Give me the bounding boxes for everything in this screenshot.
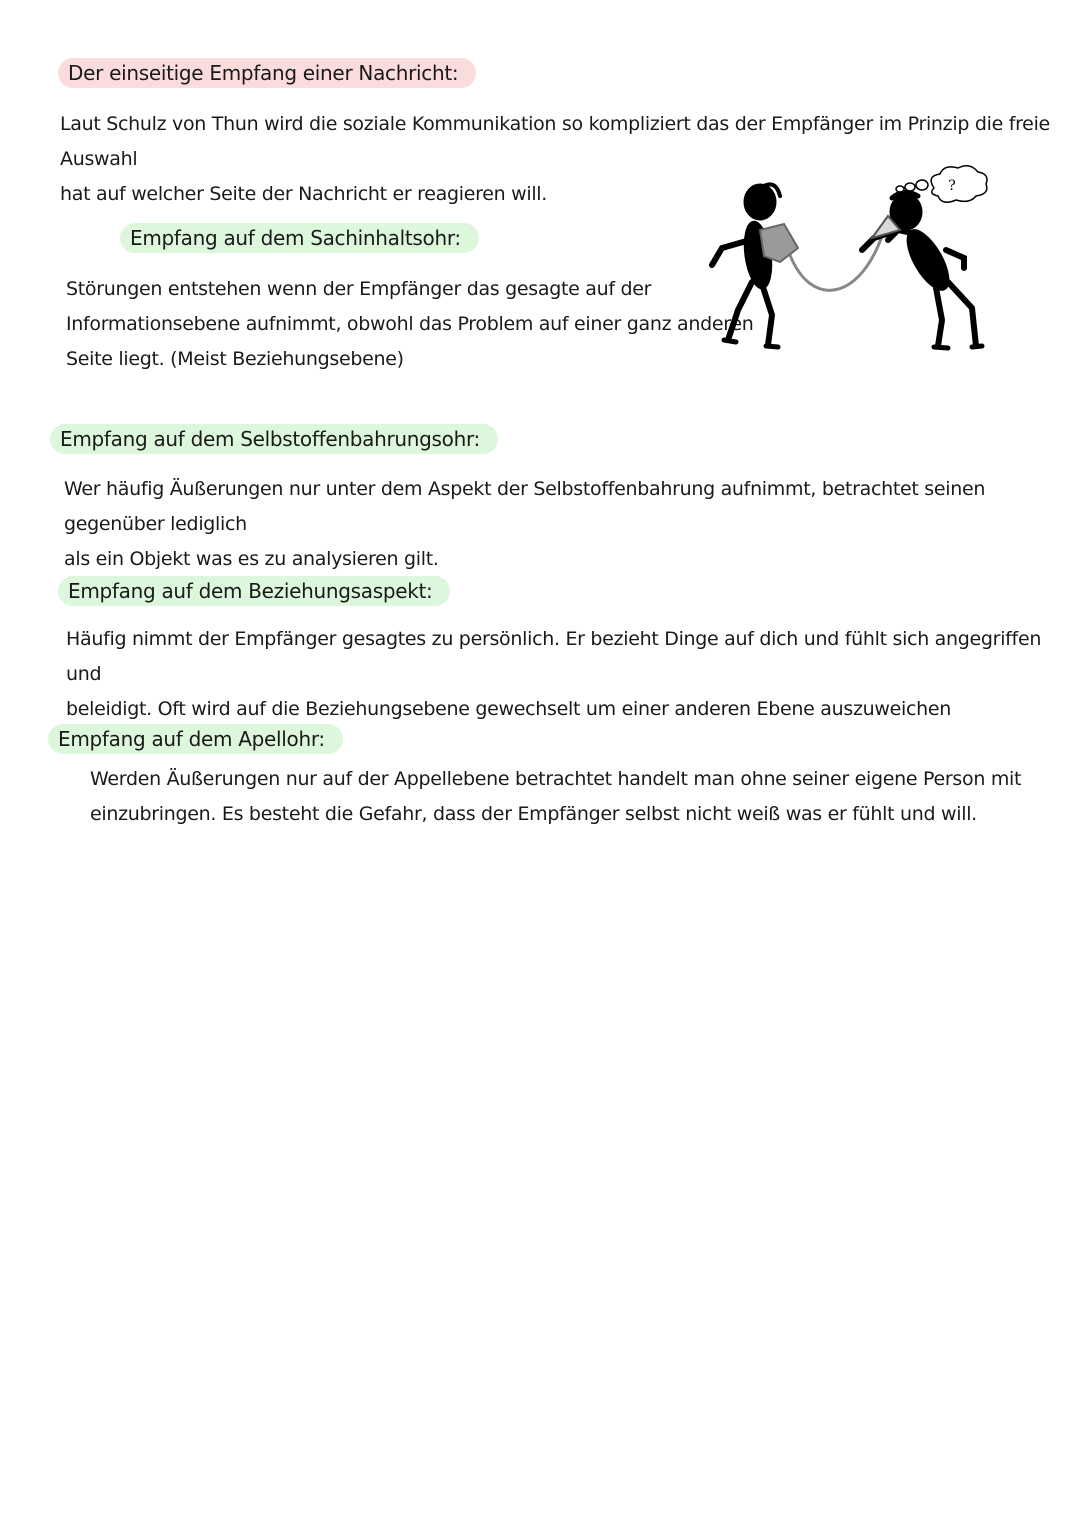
appell-paragraph <box>90 762 1021 832</box>
appell-heading: Empfang auf dem Apellohr: <box>48 724 343 754</box>
paragraph-line: Laut Schulz von Thun wird die soziale Kommunikation so kompliziert das der Empfänger im Prinzip die freie Auswahl <box>60 113 1050 170</box>
thought-question-mark: ? <box>948 178 956 194</box>
paragraph-line: Seite liegt. (Meist Beziehungsebene) <box>66 348 404 370</box>
sachinhalt-heading: Empfang auf dem Sachinhaltsohr: <box>120 223 479 253</box>
selbstoffenbarung-heading: Empfang auf dem Selbstoffenbahrungsohr: <box>50 424 498 454</box>
paragraph-line: einzubringen. Es besteht die Gefahr, dass der Empfänger selbst nicht weiß was er fühlt und will. <box>90 803 977 825</box>
selbstoffenbarung-paragraph <box>64 472 1080 577</box>
sachinhalt-paragraph <box>66 272 754 377</box>
left-can-icon <box>760 224 798 262</box>
beziehung-paragraph <box>66 622 1080 727</box>
paragraph-line: Wer häufig Äußerungen nur unter dem Aspekt der Selbstoffenbahrung aufnimmt, betrachtet seinen gegenüber lediglich <box>64 478 986 535</box>
paragraph-line: hat auf welcher Seite der Nachricht er reagieren will. <box>60 183 548 205</box>
right-figure-icon <box>862 192 982 348</box>
main-heading: Der einseitige Empfang einer Nachricht: <box>58 58 476 88</box>
paragraph-line: beleidigt. Oft wird auf die Beziehungsebene gewechselt um einer anderen Ebene auszuweichen <box>66 698 951 720</box>
paragraph-line: Werden Äußerungen nur auf der Appellebene betrachtet handelt man ohne seiner eigene Person mit <box>90 768 1022 790</box>
paragraph-line: Störungen entstehen wenn der Empfänger das gesagte auf der <box>66 278 652 300</box>
beziehung-heading: Empfang auf dem Beziehungsaspekt: <box>58 576 450 606</box>
paragraph-line: als ein Objekt was es zu analysieren gilt. <box>64 548 439 570</box>
left-figure-icon <box>712 184 782 347</box>
paragraph-line: Häufig nimmt der Empfänger gesagtes zu persönlich. Er bezieht Dinge auf dich und fühlt sich angegriffen und <box>66 628 1042 685</box>
tin-can-telephone-illustration <box>702 160 1002 360</box>
paragraph-line: Informationsebene aufnimmt, obwohl das Problem auf einer ganz anderen <box>66 313 754 335</box>
